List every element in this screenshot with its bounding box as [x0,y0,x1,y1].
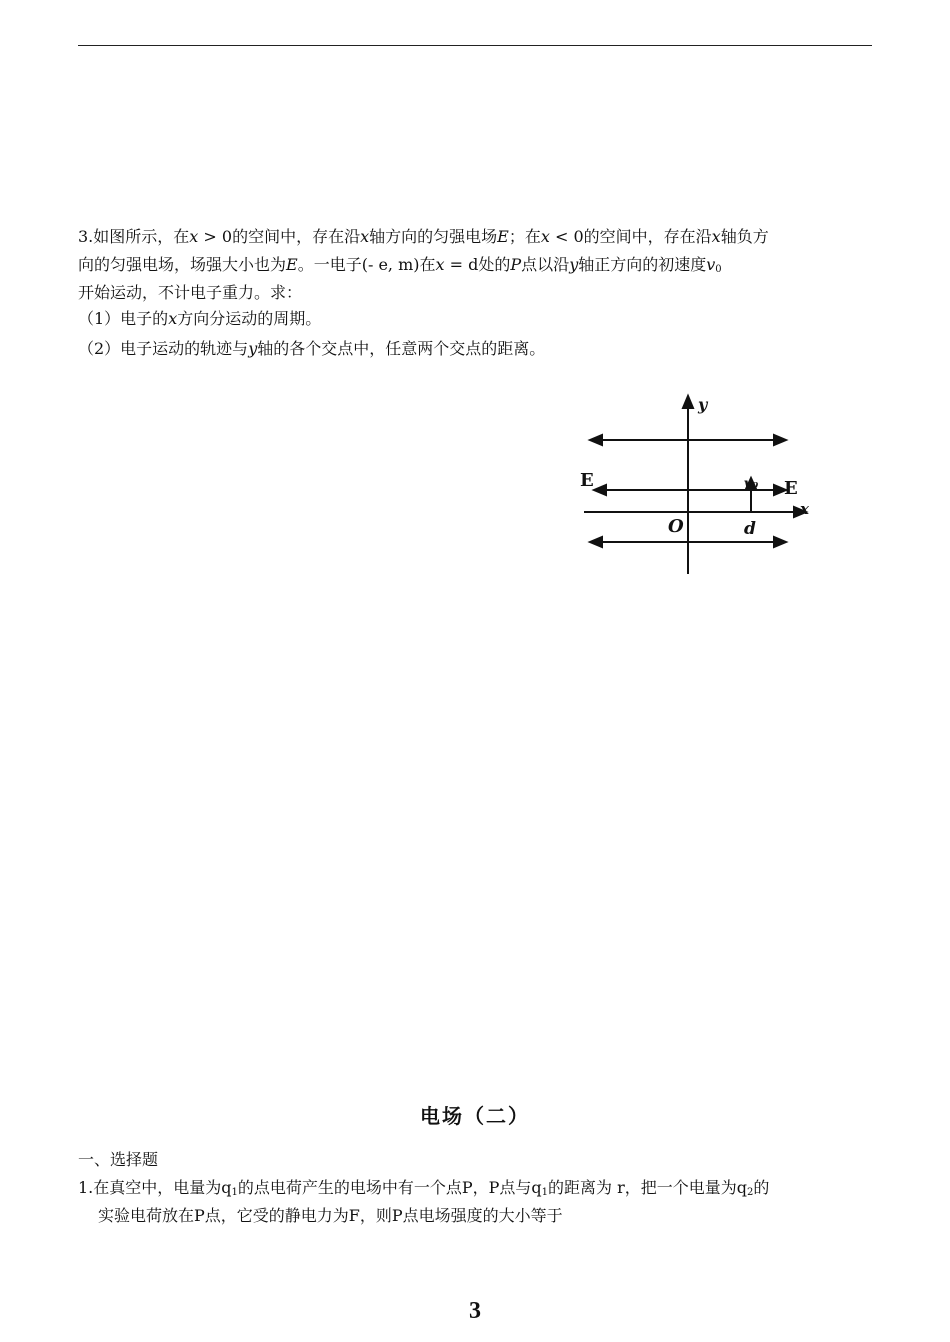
electric-field-figure [572,392,822,582]
E-label-left: E [580,470,594,491]
question-1-line-2: 实验电荷放在P点，它受的静电力为F，则P点电场强度的大小等于 [98,1206,563,1225]
math-y: y [569,255,579,274]
problem-3-line-3: 开始运动，不计电子重力。求： [78,283,303,302]
page-number: 3 [469,1298,481,1324]
E-label-right: E [784,478,798,499]
subscript: 2 [747,1187,754,1198]
text: 在 [419,255,436,274]
subscript: 1 [231,1187,238,1198]
text: 处的 [478,255,511,274]
d-label: d [744,519,756,539]
math-E: E [286,255,298,274]
subscript: 1 [541,1187,549,1198]
math-condition: > 0 [198,227,233,246]
text: 轴正方向的初速度 [578,255,707,274]
field-arrow-left [594,485,606,495]
math-x: x [435,255,445,274]
math-y: y [248,339,258,358]
text: ；在 [508,227,541,246]
x-label: x [800,500,809,518]
math-x: x [360,227,370,246]
text: 。一电子 [297,255,362,274]
math-E: E [497,227,509,246]
math-x: x [189,227,199,246]
text: 的 [753,1178,770,1197]
math-P: P [510,255,522,274]
section-body [78,1148,872,1232]
y-axis-arrow [683,396,693,408]
problem-3-line-2 [78,253,872,281]
text: 轴的各个交点中，任意两个交点的距离。 [257,339,546,358]
text: 的空间中，存在沿 [232,227,361,246]
math-x: x [540,227,550,246]
question-2 [78,337,872,365]
text: 轴方向的匀强电场 [369,227,498,246]
section-title: 电场（二） [420,1104,530,1128]
problem-3 [78,225,872,365]
text: 点以沿 [521,255,570,274]
text: 3.如图所示，在 [78,227,190,246]
field-arrow-left [590,435,602,445]
y-label: y [698,395,708,414]
origin-label: O [668,516,684,537]
math-condition: < 0 [549,227,584,246]
math-equation: = d [444,255,479,274]
header-rule [78,45,872,46]
problem-3-line-1 [78,225,872,253]
text: 的空间中，存在沿 [583,227,712,246]
field-arrow-right [774,435,786,445]
question-1-line-1 [78,1176,872,1204]
text: 轴负方 [720,227,769,246]
text: （2）电子运动的轨迹与 [78,339,249,358]
section-heading: 一、选择题 [78,1150,159,1169]
text: 方向分运动的周期。 [177,309,322,328]
field-arrow-right [774,537,786,547]
text: 1.在真空中，电量为q [78,1178,232,1197]
text: 向的匀强电场，场强大小也为 [78,255,287,274]
math-x: x [168,309,178,328]
field-arrow-left [590,537,602,547]
math-v0: v [706,255,716,274]
v0-label: v₀ [744,476,759,492]
math-charge: (- e, m) [361,255,420,274]
text: 的点电荷产生的电场中有一个点P，P点与q [237,1178,542,1197]
text: 的距离为 r，把一个电量为q [548,1178,748,1197]
subscript: 0 [715,264,722,275]
text: （1）电子的 [78,309,169,328]
question-1 [78,307,872,337]
math-x: x [711,227,721,246]
